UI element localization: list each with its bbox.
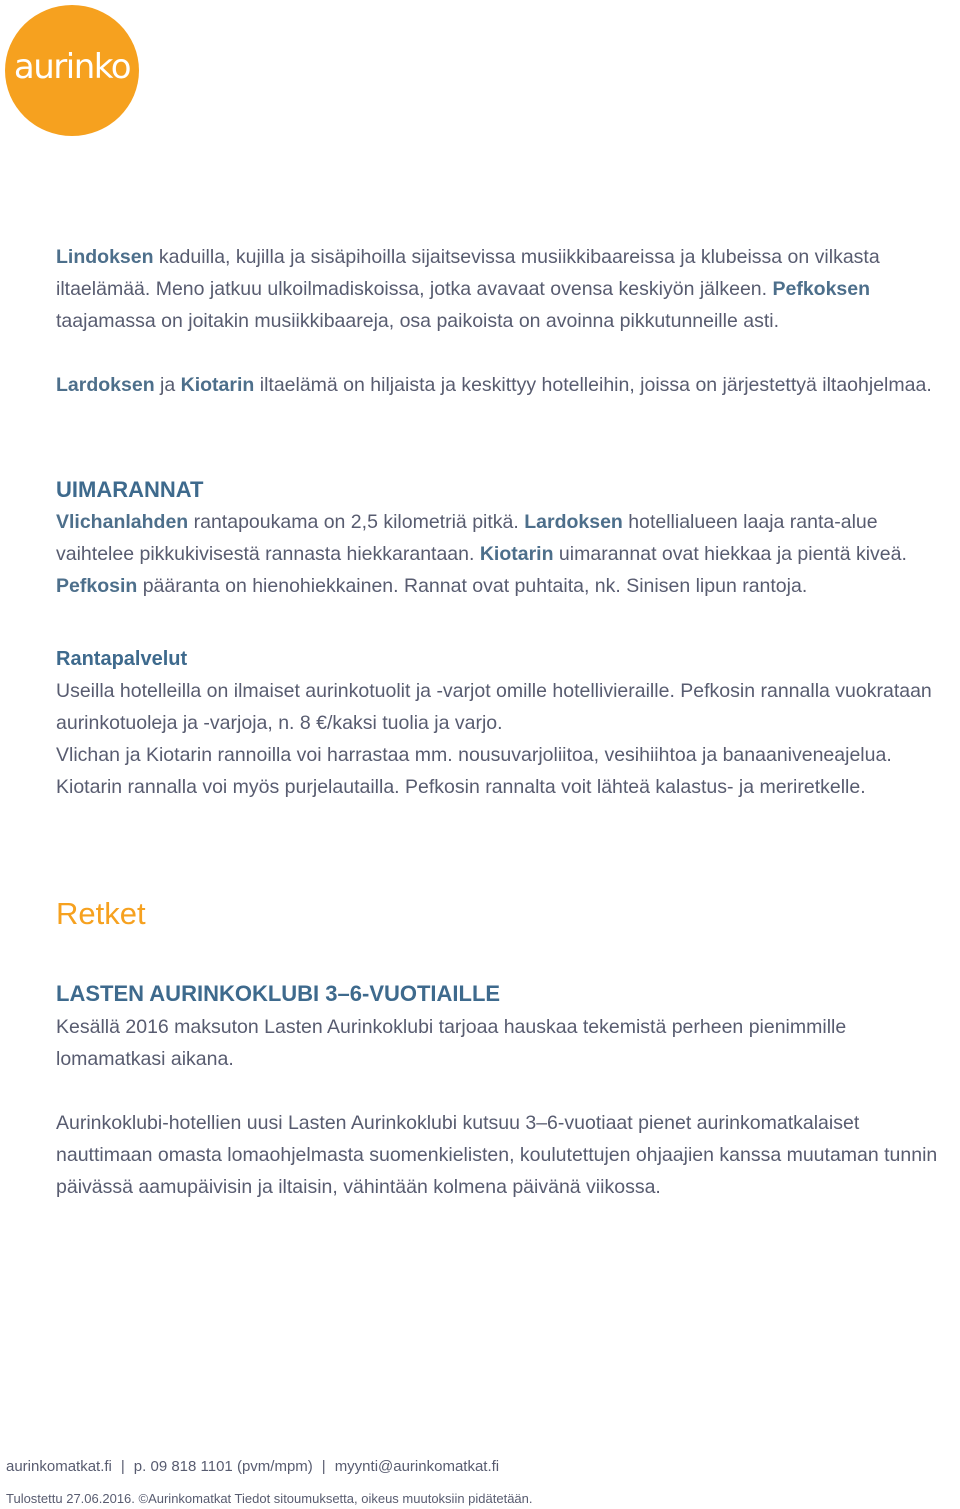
footer-printed-note: Tulostettu 27.06.2016. ©Aurinkomatkat Tiedot sitoumuksetta, oikeus muutoksiin pidätetään. <box>6 1491 533 1506</box>
beach-services-heading: Rantapalvelut <box>56 648 188 670</box>
beaches-heading: UIMARANNAT <box>56 477 204 502</box>
text: taajamassa on joitakin musiikkibaareja, osa paikoista on avoinna pikkutunneille asti. <box>56 310 779 332</box>
place-lardos: Lardoksen <box>524 511 623 533</box>
text: hotellialueen laaja ranta-alue vaihtelee pikkukivisestä rannasta hiekkarantaan. <box>56 511 878 565</box>
footer-website-link[interactable]: aurinkomatkat.fi <box>6 1458 112 1475</box>
footer-separator: | <box>120 1458 125 1475</box>
beach-services-paragraph-1: Useilla hotelleilla on ilmaiset aurinkotuolit ja -varjot omille hotellivieraille. Pefkosin rannalla vuokrataan aurinkotuoleja ja -varjoja, n. 8 €/kaksi tuolia ja varjo. <box>56 680 932 734</box>
kids-club-paragraph-2: Aurinkoklubi-hotellien uusi Lasten Aurinkoklubi kutsuu 3–6-vuotiaat pienet aurinkomatkalaiset nauttimaan omasta lomaohjelmasta suomenkielisten, koulutettujen ohjaajien kanssa muutaman tunnin päivässä aamupäivisin ja iltaisin, vähintään kolmena päivänä viikossa. <box>56 1112 938 1198</box>
beaches-paragraph <box>56 506 956 602</box>
footer-email-link[interactable]: myynti@aurinkomatkat.fi <box>334 1458 500 1475</box>
text: rantapoukama on 2,5 kilometriä pitkä. <box>188 511 525 533</box>
kids-club-paragraph-1: Kesällä 2016 maksuton Lasten Aurinkoklubi tarjoaa hauskaa tekemistä perheen pienimmille lomamatkasi aikana. <box>56 1016 847 1070</box>
kids-club-section <box>56 978 956 1203</box>
place-lindos: Lindoksen <box>56 246 154 268</box>
text: kaduilla, kujilla ja sisäpihoilla sijaitsevissa musiikkibaareissa ja klubeissa on vilkasta iltaelämää. Meno jatkuu ulkoilmadiskoissa, jotka avavaat ovensa keskiyön jälkeen. <box>56 246 880 300</box>
beaches-section <box>56 474 956 602</box>
aurinko-logo[interactable] <box>5 5 139 136</box>
logo-text: aurinko <box>13 46 131 87</box>
place-vlicha: Vlichanlahden <box>56 511 189 533</box>
excursions-section <box>56 896 956 932</box>
place-pefkos: Pefkosin <box>56 575 138 597</box>
place-pefkos: Pefkoksen <box>772 278 871 300</box>
text: iltaelämä on hiljaista ja keskittyy hotelleihin, joissa on järjestettyä iltaohjelmaa. <box>254 374 932 396</box>
place-kiotari: Kiotarin <box>180 374 255 396</box>
beach-services-section <box>56 643 956 803</box>
footer-contacts <box>6 1458 499 1475</box>
text: uimarannat ovat hiekkaa ja pientä kiveä. <box>553 543 907 565</box>
nightlife-paragraph-1 <box>56 241 956 337</box>
place-lardos: Lardoksen <box>56 374 155 396</box>
footer-separator: | <box>321 1458 326 1475</box>
kids-club-heading: LASTEN AURINKOKLUBI 3–6-VUOTIAILLE <box>56 981 501 1006</box>
footer-phone: p. 09 818 1101 (pvm/mpm) <box>133 1458 313 1475</box>
text: ja <box>154 374 181 396</box>
excursions-heading: Retket <box>56 896 146 931</box>
place-kiotari: Kiotarin <box>479 543 554 565</box>
nightlife-paragraph-2 <box>56 369 956 401</box>
text: pääranta on hienohiekkainen. Rannat ovat puhtaita, nk. Sinisen lipun rantoja. <box>137 575 808 597</box>
beach-services-paragraph-2: Vlichan ja Kiotarin rannoilla voi harrastaa mm. nousuvarjoliitoa, vesihiihtoa ja banaaniveneajelua. Kiotarin rannalla voi myös purjelautailla. Pefkosin rannalta voit lähteä kalastus- ja meriretkelle. <box>56 744 892 798</box>
nightlife-section <box>56 241 956 401</box>
